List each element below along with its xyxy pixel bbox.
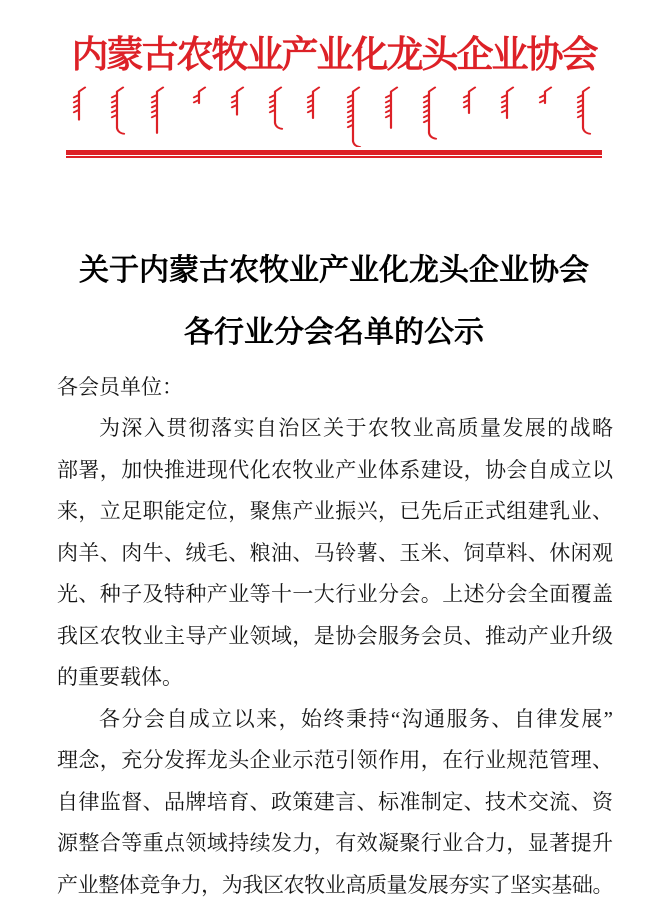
salutation: 各会员单位： <box>57 375 183 399</box>
body-line: 的重要载体。 <box>57 665 183 689</box>
body-line: 为深入贯彻落实自治区关于农牧业高质量发展的战略 <box>99 416 613 440</box>
body-line: 自律监督、品牌培育、政策建言、标准制定、技术交流、资 <box>57 789 613 814</box>
body-line: 产业整体竞争力，为我区农牧业高质量发展夯实了坚实基础。 <box>57 872 613 897</box>
body-line: 来，立足职能定位，聚焦产业振兴，已先后正式组建乳业、 <box>57 499 613 523</box>
document-body <box>57 366 613 906</box>
paragraph-2 <box>57 699 613 907</box>
body-line: 部署，加快推进现代化农牧业产业体系建设，协会自成立以 <box>57 457 613 482</box>
body-line: 源整合等重点领域持续发力，有效凝聚行业合力，显著提升 <box>57 831 613 855</box>
letterhead-divider <box>66 150 602 158</box>
body-line: 我区农牧业主导产业领域，是协会服务会员、推动产业升级 <box>57 623 613 648</box>
document-title-line1: 关于内蒙古农牧业产业化龙头企业协会 <box>79 254 589 287</box>
paragraph-1 <box>57 408 613 699</box>
body-line: 理念，充分发挥龙头企业示范引领作用，在行业规范管理、 <box>57 748 613 772</box>
mongolian-script-icon <box>69 85 599 147</box>
body-line: 肉羊、肉牛、绒毛、粮油、马铃薯、玉米、饲草料、休闲观 <box>57 540 613 565</box>
document-title <box>0 240 668 364</box>
document-title-line2: 各行业分会名单的公示 <box>184 316 484 349</box>
org-name: 内蒙古农牧业产业化龙头企业协会 <box>71 35 597 76</box>
body-line: 各分会自成立以来，始终秉持“沟通服务、自律发展” <box>99 706 613 731</box>
body-line: 光、种子及特种产业等十一大行业分会。上述分会全面覆盖 <box>57 582 613 606</box>
